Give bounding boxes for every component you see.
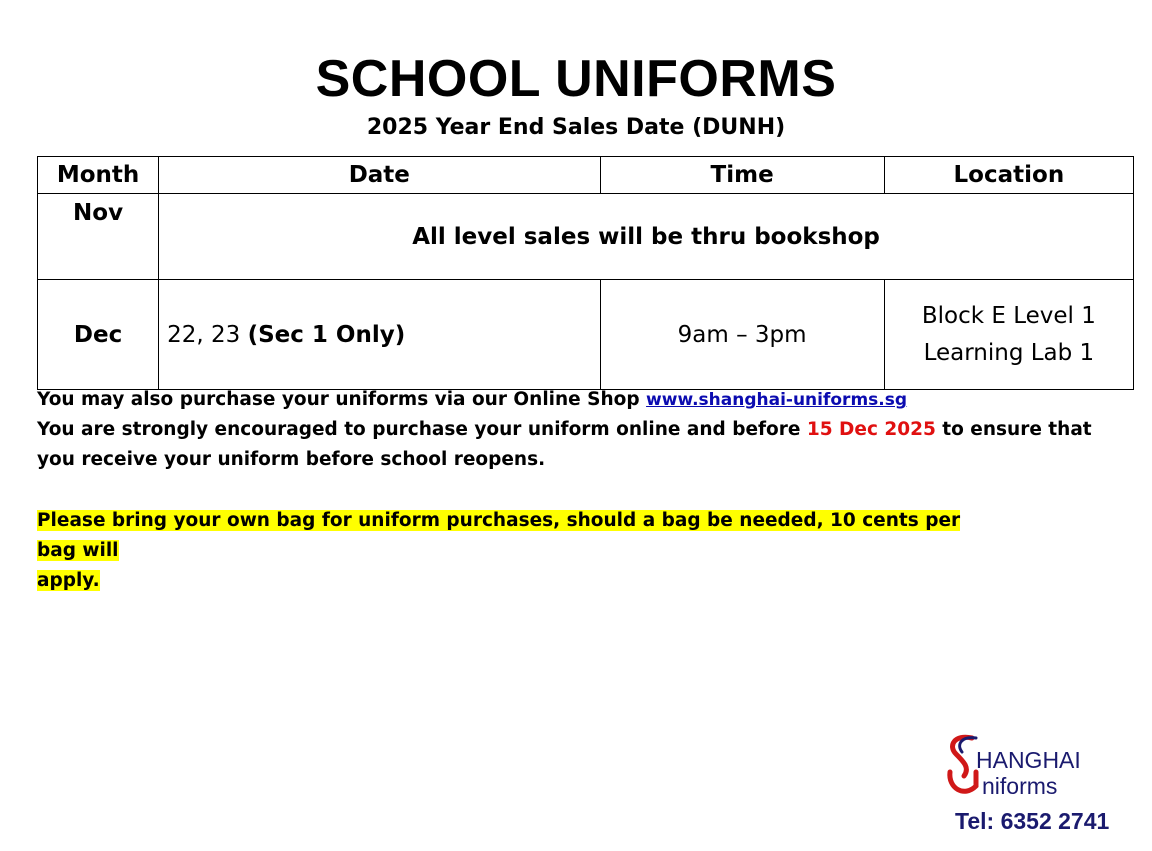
- logo-bottom-text: niforms: [982, 773, 1058, 799]
- purchase-notes: [37, 385, 1097, 475]
- shanghai-uniforms-logo: [942, 732, 1112, 802]
- deadline-pre: You are strongly encouraged to purchase your uniform online and before: [37, 419, 807, 440]
- sales-schedule-table: [37, 156, 1134, 390]
- location-line-2: Learning Lab 1: [923, 339, 1095, 366]
- header-date: Date: [159, 157, 600, 194]
- deadline-post: to ensure that: [935, 419, 1092, 440]
- table-row-dec: [38, 280, 1134, 390]
- time-cell-dec: 9am – 3pm: [600, 280, 884, 390]
- header-location: Location: [884, 157, 1133, 194]
- dec-date-note: (Sec 1 Only): [247, 321, 406, 348]
- table-header-row: [38, 157, 1134, 194]
- telephone-number: Tel: 6352 2741: [955, 808, 1110, 834]
- page-title: SCHOOL UNIFORMS: [315, 50, 837, 108]
- month-cell-dec: Dec: [38, 280, 159, 390]
- nov-sales-note: All level sales will be thru bookshop: [159, 194, 1134, 280]
- date-cell-dec: [159, 280, 600, 390]
- page-subtitle: 2025 Year End Sales Date (DUNH): [366, 115, 786, 140]
- online-shop-note: [37, 385, 1097, 415]
- bag-notice-line-1: Please bring your own bag for uniform purchases, should a bag be needed, 10 cents per bag will: [37, 510, 961, 561]
- online-shop-link[interactable]: www.shanghai-uniforms.sg: [646, 390, 908, 410]
- bag-notice-line-2: apply.: [37, 570, 100, 591]
- header-month: Month: [38, 157, 159, 194]
- reopen-note: you receive your uniform before school reopens.: [37, 449, 546, 470]
- table-row-nov: [38, 194, 1134, 280]
- deadline-note: [37, 415, 1097, 445]
- location-line-1: Block E Level 1: [921, 302, 1096, 329]
- header-time: Time: [600, 157, 884, 194]
- online-shop-text: You may also purchase your uniforms via our Online Shop: [37, 389, 647, 410]
- deadline-date: 15 Dec 2025: [806, 419, 936, 440]
- bag-notice: [37, 506, 997, 596]
- dec-date-days: 22, 23: [167, 321, 248, 348]
- logo-top-text: HANGHAI: [976, 747, 1081, 773]
- location-cell-dec: [884, 280, 1133, 390]
- month-cell-nov: Nov: [38, 194, 159, 280]
